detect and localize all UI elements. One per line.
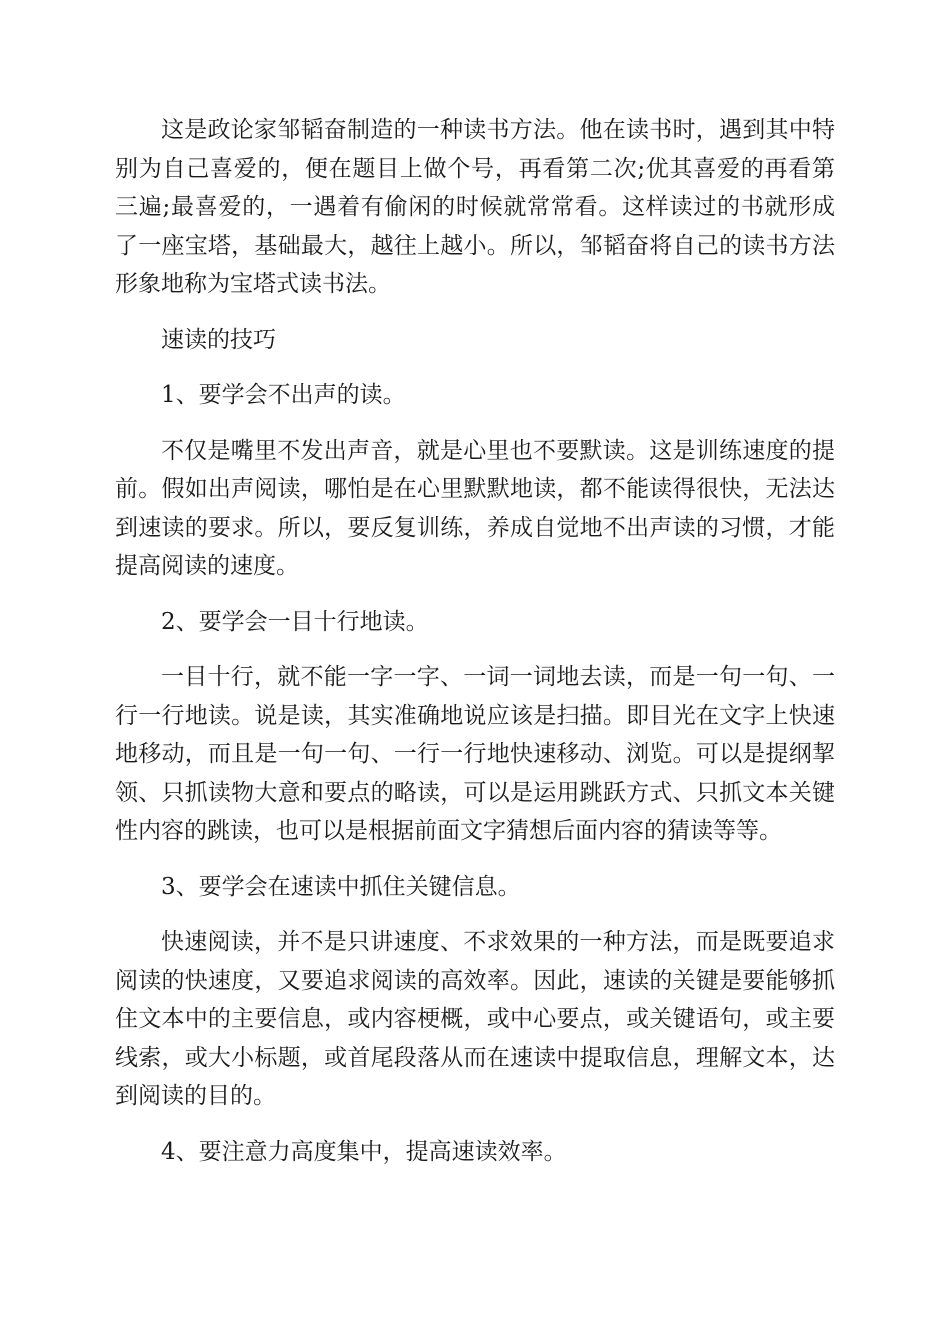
document-body [115,111,835,1188]
tip-2-heading: 2、要学会一目十行地读。 [161,608,429,635]
tip-1-body: 不仅是嘴里不发出声音，就是心里也不要默读。这是训练速度的提前。假如出声阅读，哪怕是在心里默默地读，都不能读得很快，无法达到速读的要求。所以，要反复训练，养成自觉地不出声读的习惯，才能提高阅读的速度。 [115,437,835,579]
paragraph-pagoda-reading-method: 这是政论家邹韬奋制造的一种读书方法。他在读书时，遇到其中特别为自己喜爱的，便在题目上做个号，再看第二次;优其喜爱的再看第三遍;最喜爱的，一遇着有偷闲的时候就常常看。这样读过的书就形成了一座宝塔，基础最大，越往上越小。所以，邹韬奋将自己的读书方法形象地称为宝塔式读书法。 [115,117,835,297]
tip-3-heading: 3、要学会在速读中抓住关键信息。 [161,873,521,900]
section-heading-speed-reading-tips: 速读的技巧 [161,326,276,353]
tip-4-heading: 4、要注意力高度集中，提高速读效率。 [161,1138,567,1165]
tip-2-body: 一目十行，就不能一字一字、一词一词地去读，而是一句一句、一行一行地读。说是读，其实准确地说应该是扫描。即目光在文字上快速地移动，而且是一句一句、一行一行地快速移动、浏览。可以是提纲挈领、只抓读物大意和要点的略读，可以是运用跳跃方式、只抓文本关键性内容的跳读，也可以是根据前面文字猜想后面内容的猜读等等。 [115,664,835,844]
tip-3-body: 快速阅读，并不是只讲速度、不求效果的一种方法，而是既要追求阅读的快速度，又要追求阅读的高效率。因此，速读的关键是要能够抓住文本中的主要信息，或内容梗概，或中心要点，或关键语句，或主要线索，或大小标题，或首尾段落从而在速读中提取信息，理解文本，达到阅读的目的。 [115,929,835,1109]
tip-1-heading: 1、要学会不出声的读。 [161,382,406,408]
